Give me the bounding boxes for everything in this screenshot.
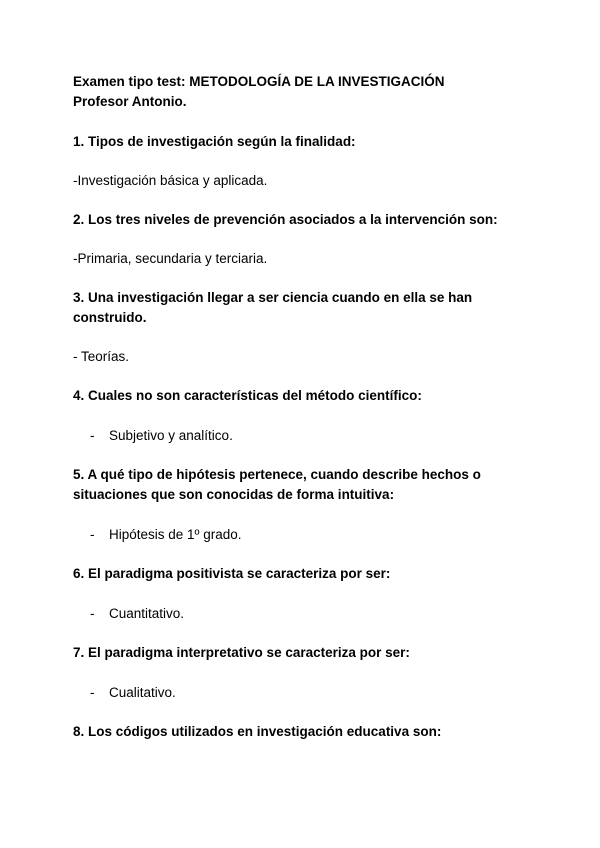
question-2: 2. Los tres niveles de prevención asociados a la intervención son: xyxy=(73,212,498,227)
answer-6-item xyxy=(73,604,543,624)
answer-4-item xyxy=(73,426,543,446)
document-page xyxy=(73,72,543,742)
list-dash: - xyxy=(90,428,95,443)
question-1: 1. Tipos de investigación según la finalidad: xyxy=(73,134,356,149)
answer-5-item xyxy=(73,525,543,545)
question-8: 8. Los códigos utilizados en investigación educativa son: xyxy=(73,724,442,739)
answer-3: - Teorías. xyxy=(73,349,130,364)
answer-1: -Investigación básica y aplicada. xyxy=(73,173,268,188)
question-3-line-1: 3. Una investigación llegar a ser ciencia cuando en ella se han xyxy=(73,290,473,305)
answer-4: Subjetivo y analítico. xyxy=(109,428,233,443)
professor-name: Profesor Antonio. xyxy=(73,94,187,109)
answer-5: Hipótesis de 1º grado. xyxy=(109,527,242,542)
answer-7-item xyxy=(73,683,543,703)
question-5-line-1: 5. A qué tipo de hipótesis pertenece, cuando describe hechos o xyxy=(73,467,481,482)
list-dash: - xyxy=(90,685,95,700)
question-7: 7. El paradigma interpretativo se caracteriza por ser: xyxy=(73,645,410,660)
answer-7: Cualitativo. xyxy=(109,685,176,700)
list-dash: - xyxy=(90,606,95,621)
exam-title: Examen tipo test: METODOLOGÍA DE LA INVESTIGACIÓN xyxy=(73,74,445,89)
answer-2: -Primaria, secundaria y terciaria. xyxy=(73,251,268,266)
question-5-line-2: situaciones que son conocidas de forma intuitiva: xyxy=(73,487,395,502)
question-6: 6. El paradigma positivista se caracteriza por ser: xyxy=(73,566,391,581)
list-dash: - xyxy=(90,527,95,542)
question-3-line-2: construido. xyxy=(73,310,147,325)
answer-6: Cuantitativo. xyxy=(109,606,185,621)
question-4: 4. Cuales no son características del método científico: xyxy=(73,388,422,403)
